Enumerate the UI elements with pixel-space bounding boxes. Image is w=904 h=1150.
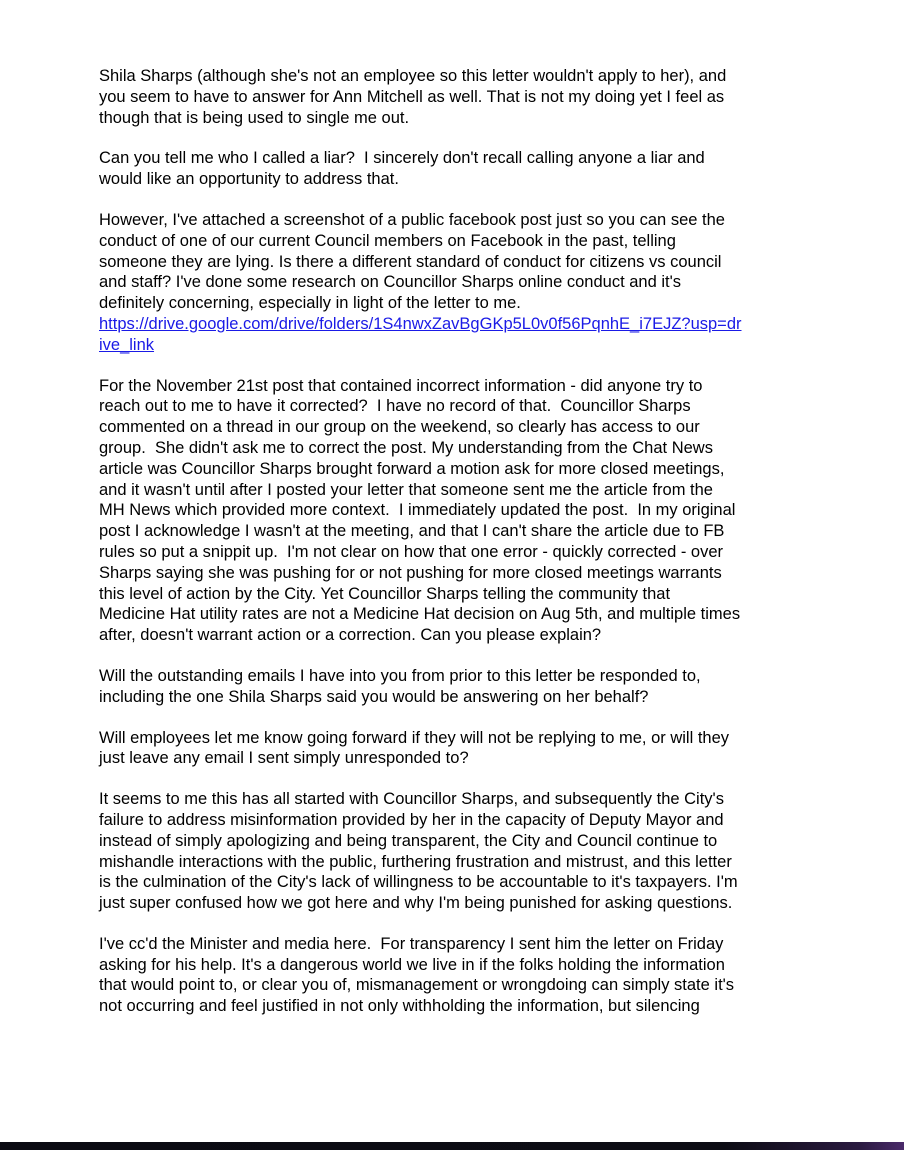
text-line: is the culmination of the City's lack of willingness to be accountable to it's taxpayers. I'm [99,873,738,892]
text-line: Shila Sharps (although she's not an employee so this letter wouldn't apply to her), and [99,67,727,85]
drive-folder-link-continued[interactable]: ive_link [99,335,155,354]
text-line: asking for his help. It's a dangerous world we live in if the folks holding the information [99,955,725,974]
text-line: just leave any email I sent simply unresponded to? [99,749,469,768]
text-line: not occurring and feel justified in not only withholding the information, but silencing [99,997,700,1016]
text-line: It seems to me this has all started with Councillor Sharps, and subsequently the City's [99,790,724,809]
paragraph-3 [99,210,811,356]
text-line: reach out to me to have it corrected? I have no record of that. Councillor Sharps [99,397,691,416]
text-line: Can you tell me who I called a liar? I sincerely don't recall calling anyone a liar and [99,149,705,168]
text-line: For the November 21st post that contained incorrect information - did anyone try to [99,376,703,395]
text-line: Sharps saying she was pushing for or not pushing for more closed meetings warrants [99,563,722,582]
text-line: failure to address misinformation provided by her in the capacity of Deputy Mayor and [99,810,724,829]
text-line: you seem to have to answer for Ann Mitchell as well. That is not my doing yet I feel as [99,87,725,106]
paragraph-5 [99,666,811,708]
text-line: including the one Shila Sharps said you would be answering on her behalf? [99,687,649,706]
text-line: and it wasn't until after I posted your letter that someone sent me the article from the [99,480,713,499]
text-line: that would point to, or clear you of, mismanagement or wrongdoing can simply state it's [99,976,735,995]
text-line: though that is being used to single me out. [99,108,410,127]
paragraph-6 [99,728,811,770]
text-line: However, I've attached a screenshot of a public facebook post just so you can see the [99,210,725,229]
drive-folder-link[interactable]: https://drive.google.com/drive/folders/1S4nwxZavBgGKp5L0v0f56PqnhE_i7EJZ?usp=dr [99,314,742,333]
text-line: just super confused how we got here and why I'm being punished for asking questions. [99,894,733,913]
text-line: Medicine Hat utility rates are not a Medicine Hat decision on Aug 5th, and multiple times [99,605,741,624]
text-line: group. She didn't ask me to correct the post. My understanding from the Chat News [99,438,713,457]
paragraph-2 [99,148,811,190]
text-line: someone they are lying. Is there a different standard of conduct for citizens vs council [99,252,722,271]
paragraph-4 [99,376,811,646]
text-line: would like an opportunity to address that. [99,170,399,189]
text-line: Will the outstanding emails I have into you from prior to this letter be responded to, [99,666,701,685]
text-line: article was Councillor Sharps brought forward a motion ask for more closed meetings, [99,459,725,478]
text-line: post I acknowledge I wasn't at the meeting, and that I can't share the article due to FB [99,522,725,541]
text-line: conduct of one of our current Council members on Facebook in the past, telling [99,231,676,250]
text-line: commented on a thread in our group on the weekend, so clearly has access to our [99,418,700,437]
text-line: I've cc'd the Minister and media here. For transparency I sent him the letter on Friday [99,934,724,953]
text-line: definitely concerning, especially in light of the letter to me. [99,294,521,313]
text-line: mishandle interactions with the public, furthering frustration and mistrust, and this letter [99,852,732,871]
paragraph-7 [99,789,811,914]
paragraph-8 [99,934,811,1017]
window-bottom-edge [0,1142,904,1150]
text-line: Will employees let me know going forward if they will not be replying to me, or will they [99,728,730,747]
letter-body [99,66,811,1037]
text-line: MH News which provided more context. I immediately updated the post. In my original [99,501,736,520]
text-line: and staff? I've done some research on Councillor Sharps online conduct and it's [99,273,682,292]
text-line: this level of action by the City. Yet Councillor Sharps telling the community that [99,584,671,603]
text-line: instead of simply apologizing and being transparent, the City and Council continue to [99,831,718,850]
paragraph-1 [99,66,811,128]
text-line: rules so put a snippit up. I'm not clear on how that one error - quickly corrected - over [99,542,724,561]
text-line: after, doesn't warrant action or a correction. Can you please explain? [99,626,602,645]
